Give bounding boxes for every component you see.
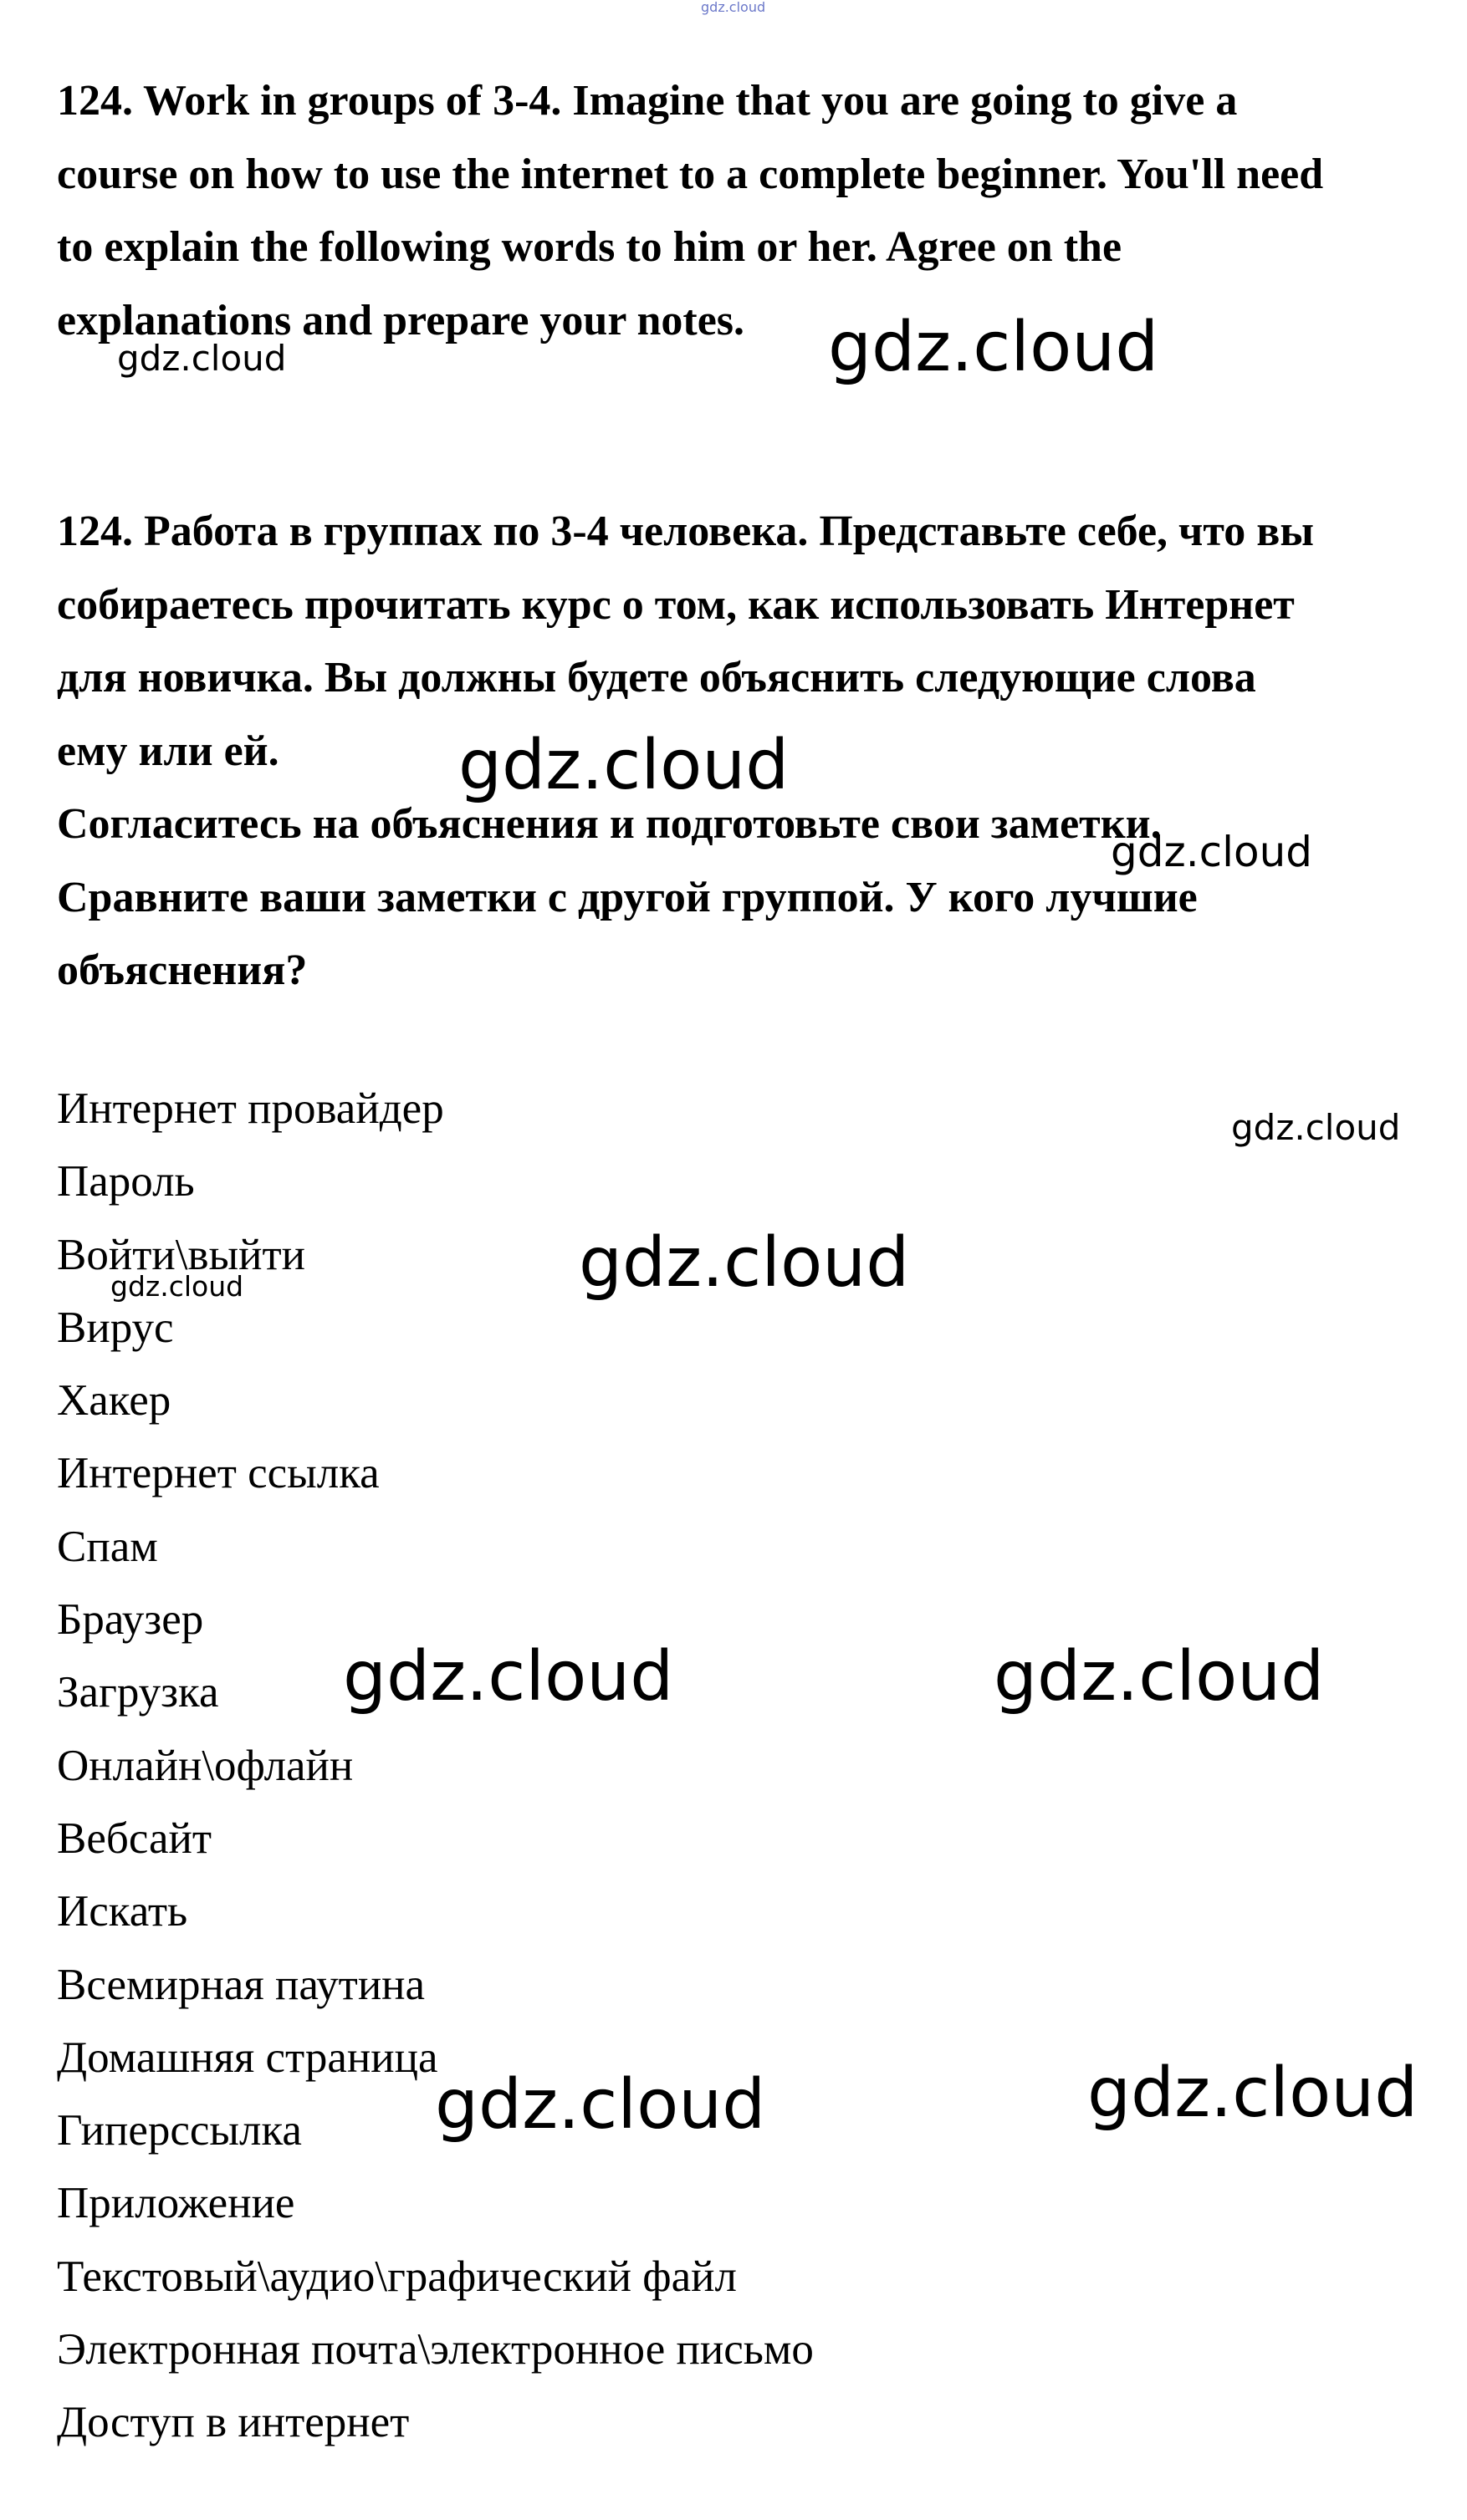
- watermark: gdz.cloud: [343, 1637, 674, 1717]
- watermark-top: gdz.cloud: [701, 0, 766, 15]
- watermark: gdz.cloud: [117, 338, 287, 379]
- term-item: Интернет провайдер: [57, 1084, 444, 1133]
- watermark: gdz.cloud: [828, 308, 1159, 387]
- term-item: Пароль: [57, 1157, 195, 1206]
- term-item: Гиперссылка: [57, 2106, 302, 2155]
- term-item: Вебсайт: [57, 1813, 212, 1863]
- english-task-line: explanations and prepare your notes.: [57, 296, 745, 344]
- watermark: gdz.cloud: [458, 726, 790, 805]
- term-item: Онлайн\офлайн: [57, 1741, 354, 1790]
- watermark: gdz.cloud: [579, 1223, 910, 1303]
- term-item: Приложение: [57, 2179, 295, 2228]
- watermark: gdz.cloud: [994, 1637, 1325, 1717]
- term-item: Доступ в интернет: [57, 2398, 410, 2447]
- term-item: Загрузка: [57, 1668, 219, 1717]
- watermark: gdz.cloud: [435, 2065, 766, 2145]
- watermark: gdz.cloud: [1111, 828, 1313, 876]
- term-item: Войти\выйти: [57, 1230, 305, 1279]
- russian-task-line: ему или ей.: [57, 727, 279, 775]
- term-item: Браузер: [57, 1595, 204, 1645]
- english-task-line: 124. Work in groups of 3-4. Imagine that you are going to give a: [57, 77, 1238, 125]
- russian-task-line: Согласитесь на объяснения и подготовьте свои заметки.: [57, 800, 1162, 848]
- watermark: gdz.cloud: [1231, 1107, 1401, 1148]
- term-item: Интернет ссылка: [57, 1449, 380, 1498]
- term-item: Текстовый\аудио\графический файл: [57, 2252, 737, 2301]
- term-item: Домашняя страница: [57, 2033, 438, 2082]
- watermark: gdz.cloud: [1087, 2053, 1418, 2133]
- term-item: Хакер: [57, 1376, 171, 1426]
- term-item: Электронная почта\электронное письмо: [57, 2325, 814, 2375]
- english-task-line: to explain the following words to him or her. Agree on the: [57, 223, 1122, 271]
- russian-task-line: собираетесь прочитать курс о том, как использовать Интернет: [57, 580, 1295, 629]
- russian-task-line: для новичка. Вы должны будете объяснить следующие слова: [57, 654, 1256, 701]
- watermark: gdz.cloud: [110, 1270, 244, 1303]
- term-item: Всемирная паутина: [57, 1960, 426, 2009]
- term-item: Спам: [57, 1522, 158, 1571]
- russian-task-line: объяснения?: [57, 946, 308, 994]
- term-item: Искать: [57, 1887, 188, 1936]
- russian-task-line: 124. Работа в группах по 3-4 человека. Представьте себе, что вы: [57, 508, 1314, 555]
- term-item: Вирус: [57, 1303, 174, 1352]
- russian-task-line: Сравните ваши заметки с другой группой. У кого лучшие: [57, 873, 1198, 921]
- english-task-line: course on how to use the internet to a complete beginner. You'll need: [57, 150, 1324, 198]
